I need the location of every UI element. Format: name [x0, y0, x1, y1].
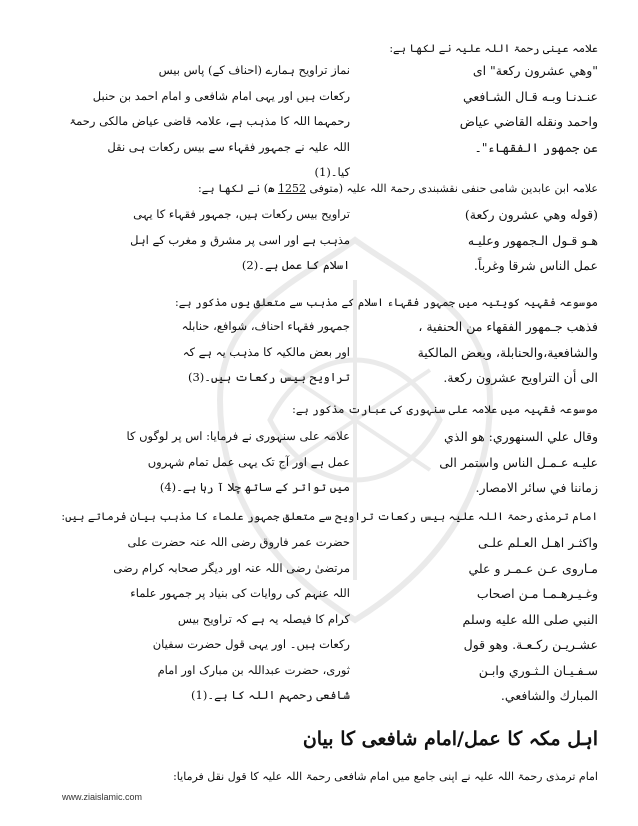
section-heading: اہل مکہ کا عمل/امام شافعی کا بیان [302, 728, 598, 750]
hijri-year: 1252 [277, 182, 306, 195]
arabic-line: واحمد ونقله القاضي عياض [459, 114, 598, 129]
arabic-line: فذهب جـمهور الفقهاء من الحنفية ، [418, 319, 598, 334]
urdu-line: کیا۔(1) [314, 165, 350, 179]
section-1-arabic [420, 58, 598, 160]
section-3-intro: موسوعہ فقہیہ کویتیہ میں جمہور فقہاء اسلام کے مذہب سے متعلق یوں مذکور ہے: [175, 296, 598, 309]
urdu-line: کرام کا فیصلہ یہ ہے کہ تراویح بیس [177, 611, 350, 626]
arabic-line: عنـدنـا وبـه قـال الشـافعي [462, 88, 598, 104]
urdu-line: مذہب ہے اور اسی پر مشرق و مغرب کے اہل [130, 232, 350, 247]
section-4-intro: موسوعہ فقہیہ میں علامہ علی سنہوری کی عبارت مذکور ہے: [292, 403, 598, 416]
intro-text-before: علامہ ابن عابدین شامی حنفی نقشبندی رحمۃ اللہ علیہ (متوفی [305, 182, 598, 195]
arabic-line: الى أن التراويح عشرون ركعة. [443, 370, 598, 385]
urdu-line: شافعی رحمہم اللہ کا ہے۔(1) [191, 688, 350, 702]
section-2-intro [198, 182, 598, 195]
section-5-intro: امام ترمذی رحمۃ اللہ علیہ بیس رکعات تراویح سے متعلق جمہور علماء کا مذہب بیان فرماتے ہیں: [61, 510, 598, 523]
urdu-line: رکعات ہیں اور یہی امام شافعی و امام احمد بن حنبل [92, 88, 350, 103]
urdu-line: حضرت عمر فاروق رضی اللہ عنہ حضرت علی [127, 535, 350, 549]
website-url: www.ziaislamic.com [62, 792, 143, 802]
urdu-line: تراویح بیس رکعات ہیں۔(3) [187, 370, 350, 384]
section-2-urdu [130, 202, 350, 279]
urdu-line: میں تواتر کے ساتھ چلا آ رہا ہے۔(4) [159, 480, 350, 494]
urdu-line: تراویح بیس رکعات ہیں، جمہور فقہاء کا یہی [133, 207, 350, 221]
arabic-line: المبارك والشافعي. [500, 688, 598, 703]
section-2-arabic [420, 202, 598, 279]
arabic-line: سـفـيـان الـثـوري وابـن [478, 662, 598, 678]
urdu-line: عمل ہے اور آج تک یہی عمل تمام شہروں [147, 454, 350, 469]
urdu-line: اللہ عنہم کی روایات کی بنیاد پر جمہور علماء [130, 586, 350, 600]
section-4-urdu [126, 424, 350, 501]
urdu-line: مرتضیٰ رضی اللہ عنہ اور دیگر صحابہ کرام رضی [113, 560, 350, 575]
arabic-line: عشـريـن ركـعـة. وهو قول [463, 637, 598, 652]
arabic-line: زماننا في سائر الامصار. [475, 480, 598, 495]
arabic-line: وغـيـرهـمـا مـن اصحاب [476, 586, 598, 601]
urdu-line: ثوری، حضرت عبداللہ بن مبارک اور امام [157, 662, 350, 677]
arabic-line: وقال علي السنهوري: هو الذي [444, 429, 598, 444]
intro-text-after: ھ) نے لکھا ہے: [197, 182, 278, 195]
arabic-line: هـو قـول الـجمهور وعليـه [467, 232, 598, 248]
arabic-line: مـاروى عـن عـمـر و علي [468, 560, 598, 576]
urdu-line: نماز تراویح ہمارے (احناف کے) پاس بیس [158, 63, 350, 77]
arabic-line: عليـه عـمـل الناس واستمر الى [439, 454, 598, 470]
urdu-line: جمہور فقہاء احناف، شوافع، حنابلہ [181, 319, 350, 333]
urdu-line: رکعات ہیں۔ اور یہی قول حضرت سفیان [152, 637, 350, 651]
section-1-intro: علامہ عینی رحمۃ اللہ علیہ نے لکھا ہے: [389, 42, 598, 55]
section-5-arabic [420, 530, 598, 709]
arabic-line: النبي صلى الله عليه وسلم [462, 611, 598, 627]
section-3-urdu [160, 314, 350, 391]
section-4-arabic [420, 424, 598, 501]
closing-intro: امام ترمذی رحمۃ اللہ علیہ نے اپنی جامع میں امام شافعی رحمۃ اللہ علیہ کا قول نقل فرمایا: [173, 770, 598, 783]
urdu-line: اسلام کا عمل ہے۔(2) [241, 258, 350, 272]
section-3-arabic [417, 314, 598, 391]
section-1-urdu [69, 58, 350, 186]
urdu-line: اور بعض مالکیہ کا مذہب یہ ہے کہ [182, 344, 350, 359]
urdu-line: اللہ علیہ نے جمہور فقہاء سے بیس رکعات ہی نقل [107, 139, 350, 154]
arabic-line: (قوله وهي عشرون ركعة) [464, 207, 598, 222]
urdu-line: رحمہما اللہ کا مذہب ہے، علامہ قاضی عیاض مالکی رحمۃ [69, 114, 350, 128]
arabic-line: والشافعية،والحنابلة، وبعض المالكية [417, 344, 598, 360]
arabic-line: عن جمهور الفقهاء"۔ [474, 139, 598, 155]
urdu-line: علامہ علی سنہوری نے فرمایا: اس پر لوگوں کا [126, 429, 350, 443]
arabic-line: عمل الناس شرقا وغرباً. [473, 258, 598, 273]
arabic-line: واكثـر اهـل العـلم علـى [477, 535, 598, 550]
arabic-line: "وهي عشرون ركعة" اى [472, 63, 598, 78]
section-5-urdu [113, 530, 350, 709]
